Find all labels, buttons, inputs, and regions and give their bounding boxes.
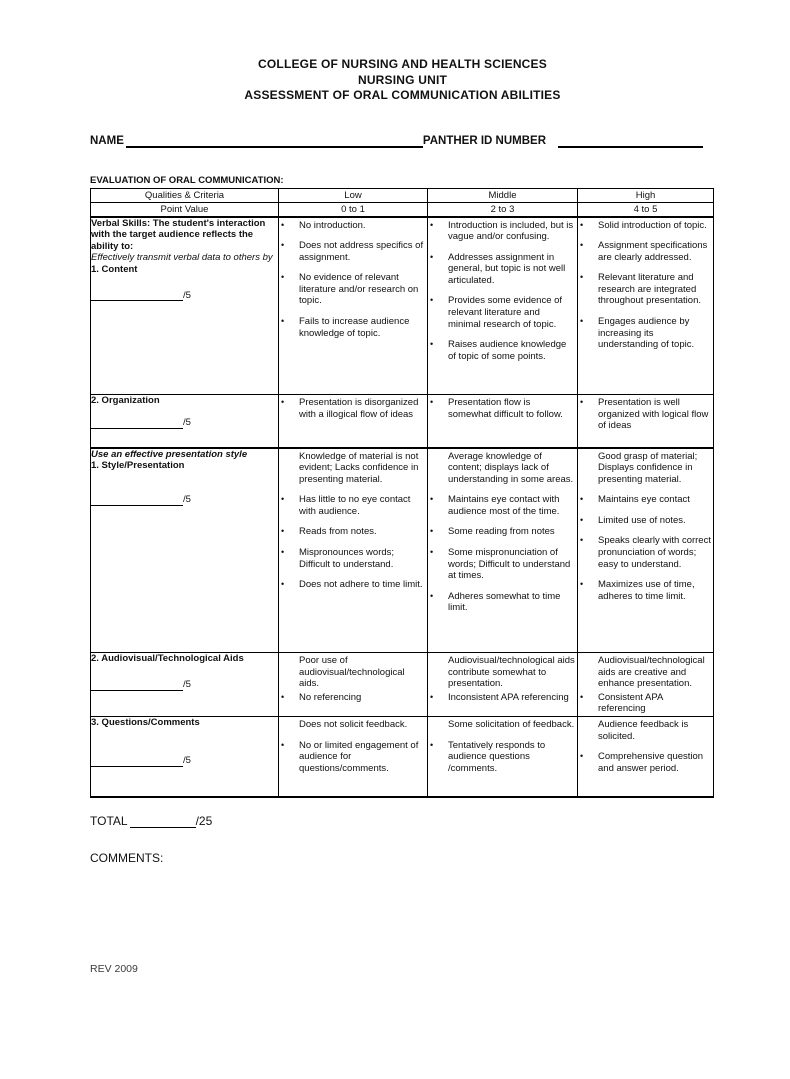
cell-questions-middle	[428, 717, 578, 797]
document-title-line-2: NURSING UNIT	[357, 72, 448, 87]
total-input-line[interactable]	[130, 815, 196, 828]
document-title	[90, 57, 715, 104]
list-item: • Assignment specifications are clearly addressed.	[580, 240, 708, 263]
total-field	[90, 814, 715, 828]
cell-audiovisual-middle	[428, 653, 578, 717]
bullet-icon: •	[580, 691, 584, 702]
cell-organization-low	[279, 395, 428, 448]
bullet-icon: •	[281, 272, 285, 283]
rubric-row-content	[91, 217, 714, 395]
criteria-cell-audiovisual-aids	[91, 653, 279, 717]
bullet-icon: •	[580, 272, 584, 283]
cell-lead-text: Poor use of audiovisual/technological aids.	[299, 655, 405, 690]
rubric-row-organization	[91, 395, 714, 448]
cell-lead-text: Average knowledge of content; displays lack of understanding in some areas.	[448, 450, 574, 485]
name-label: NAME	[90, 134, 124, 147]
revision-label: REV 2009	[90, 962, 138, 975]
list-item: • No evidence of relevant literature and/or research on topic.	[281, 272, 419, 307]
total-denominator: /25	[195, 813, 213, 828]
point-value-label: Point Value	[91, 202, 279, 217]
bullet-icon: •	[281, 219, 285, 230]
list-item: • Relevant literature and research are integrated throughout presentation.	[580, 272, 701, 307]
list-item: • Reads from notes.	[281, 526, 377, 538]
cell-lead-text: Good grasp of material; Displays confidence in presenting material.	[598, 450, 698, 485]
list-item: • Maintains eye contact	[580, 494, 690, 506]
bullet-icon: •	[430, 251, 434, 262]
assessment-form-page	[90, 57, 715, 975]
list-item: • Limited use of notes.	[580, 514, 686, 526]
bullet-icon: •	[430, 739, 434, 750]
cell-style-middle	[428, 448, 578, 653]
name-id-row	[90, 134, 703, 148]
score-denominator: /5	[183, 289, 191, 301]
comments-label: COMMENTS:	[90, 850, 164, 865]
list-item: • No or limited engagement of audience for questions/comments.	[281, 739, 419, 774]
cell-audiovisual-high	[578, 653, 714, 717]
list-item: • Presentation flow is somewhat difficult to follow.	[430, 397, 563, 420]
bullet-icon: •	[430, 494, 434, 505]
cell-lead-text: Does not solicit feedback.	[299, 719, 408, 730]
point-value-low: 0 to 1	[279, 202, 428, 217]
cell-content-high	[578, 217, 714, 395]
document-title-line-3: ASSESSMENT OF ORAL COMMUNICATION ABILITIES	[244, 88, 561, 102]
list-item: • Raises audience knowledge of topic of some points.	[430, 339, 567, 362]
rubric-table	[90, 188, 714, 798]
bullet-icon: •	[281, 494, 285, 505]
content-score-field	[91, 289, 278, 301]
criteria-subheading: Effectively transmit verbal data to others by	[91, 252, 273, 264]
bullet-icon: •	[580, 240, 584, 251]
bullet-icon: •	[281, 397, 285, 407]
list-item: • Addresses assignment in general, but topic is not well articulated.	[430, 251, 566, 286]
bullet-icon: •	[430, 547, 434, 558]
column-header-high: High	[578, 188, 714, 202]
cell-audiovisual-low	[279, 653, 428, 717]
bullet-icon: •	[430, 590, 434, 601]
cell-content-middle	[428, 217, 578, 395]
cell-lead-text: Audiovisual/technological aids contribute somewhat to presentation.	[448, 655, 575, 690]
list-item: • Does not address specifics of assignment.	[281, 240, 424, 263]
criteria-cell-questions-comments	[91, 717, 279, 797]
score-denominator: /5	[183, 417, 191, 428]
list-item: • Maximizes use of time, adheres to time limit.	[580, 579, 695, 602]
point-value-high: 4 to 5	[578, 202, 714, 217]
cell-questions-low	[279, 717, 428, 797]
audiovisual-score-input-line[interactable]	[91, 679, 183, 691]
bullet-icon: •	[580, 219, 584, 230]
bullet-icon: •	[430, 339, 434, 350]
cell-questions-high	[578, 717, 714, 797]
score-denominator: /5	[183, 755, 191, 766]
list-item: • No introduction.	[281, 219, 366, 231]
cell-organization-middle	[428, 395, 578, 448]
bullet-icon: •	[430, 219, 434, 230]
criteria-label-audiovisual: 2. Audiovisual/Technological Aids	[91, 653, 244, 664]
organization-score-field	[91, 417, 278, 429]
content-score-input-line[interactable]	[91, 289, 183, 301]
list-item: • Presentation is disorganized with a illogical flow of ideas	[281, 397, 419, 420]
score-denominator: /5	[183, 494, 191, 506]
cell-lead-text: Audiovisual/technological aids are creative and enhance presentation.	[598, 655, 705, 690]
column-header-middle: Middle	[428, 188, 578, 202]
list-item: • Speaks clearly with correct pronunciation of words; easy to understand.	[580, 535, 711, 570]
bullet-icon: •	[281, 547, 285, 558]
bullet-icon: •	[580, 535, 584, 546]
list-item: • Engages audience by increasing its understanding of topic.	[580, 316, 695, 351]
rubric-row-audiovisual-aids	[91, 653, 714, 717]
bullet-icon: •	[430, 397, 434, 407]
bullet-icon: •	[281, 526, 285, 537]
bullet-icon: •	[430, 526, 434, 537]
criteria-cell-style-presentation	[91, 448, 279, 653]
questions-score-field	[91, 755, 278, 767]
list-item: • Tentatively responds to audience questions /comments.	[430, 739, 546, 774]
list-item: • Mispronounces words; Difficult to understand.	[281, 547, 395, 570]
bullet-icon: •	[281, 691, 285, 702]
list-item: • Some mispronunciation of words; Difficult to understand at times.	[430, 547, 571, 582]
list-item: • Fails to increase audience knowledge of topic.	[281, 316, 410, 339]
point-value-row	[91, 202, 714, 217]
bullet-icon: •	[281, 579, 285, 590]
rubric-row-style-presentation	[91, 448, 714, 653]
panther-id-input-line[interactable]	[558, 134, 703, 148]
total-label: TOTAL	[90, 813, 128, 828]
cell-style-low	[279, 448, 428, 653]
cell-organization-high	[578, 395, 714, 448]
list-item: • Comprehensive question and answer period.	[580, 751, 704, 774]
bullet-icon: •	[430, 691, 434, 702]
criteria-label-organization: 2. Organization	[91, 395, 160, 406]
bullet-icon: •	[430, 295, 434, 306]
bullet-icon: •	[281, 240, 285, 251]
questions-score-input-line[interactable]	[91, 755, 183, 767]
list-item: • No referencing	[281, 691, 362, 703]
name-input-line[interactable]	[126, 134, 423, 148]
bullet-icon: •	[580, 316, 584, 327]
bullet-icon: •	[580, 514, 584, 525]
cell-lead-text: Audience feedback is solicited.	[598, 719, 689, 742]
organization-score-input-line[interactable]	[91, 417, 183, 429]
document-title-line-1: COLLEGE OF NURSING AND HEALTH SCIENCES	[258, 57, 547, 71]
score-denominator: /5	[183, 679, 191, 690]
rubric-row-questions-comments	[91, 717, 714, 797]
list-item: • Presentation is well organized with logical flow of ideas	[580, 397, 709, 432]
list-item: • Adheres somewhat to time limit.	[430, 590, 561, 614]
list-item: • Provides some evidence of relevant literature and minimal research of topic.	[430, 295, 563, 330]
list-item: • Introduction is included, but is vague and/or confusing.	[430, 219, 574, 243]
column-header-row	[91, 188, 714, 202]
style-score-field	[91, 494, 278, 506]
style-score-input-line[interactable]	[91, 494, 183, 506]
list-item: • Inconsistent APA referencing	[430, 691, 569, 703]
column-header-qualities: Qualities & Criteria	[91, 188, 279, 202]
list-item: • Does not adhere to time limit.	[281, 579, 423, 591]
bullet-icon: •	[580, 579, 584, 590]
criteria-label-content: 1. Content	[91, 263, 138, 275]
criteria-cell-content	[91, 217, 279, 395]
criteria-label-style: 1. Style/Presentation	[91, 460, 185, 472]
cell-style-high	[578, 448, 714, 653]
list-item: • Solid introduction of topic.	[580, 219, 707, 231]
point-value-middle: 2 to 3	[428, 202, 578, 217]
bullet-icon: •	[281, 739, 285, 750]
panther-id-label: PANTHER ID NUMBER	[422, 134, 546, 147]
list-item: • Maintains eye contact with audience most of the time.	[430, 494, 560, 517]
column-header-low: Low	[279, 188, 428, 202]
audiovisual-score-field	[91, 679, 278, 691]
list-item: • Consistent APA referencing	[580, 691, 663, 715]
bullet-icon: •	[580, 494, 584, 505]
cell-lead-text: Knowledge of material is not evident; Lacks confidence in presenting material.	[299, 450, 419, 485]
bullet-icon: •	[281, 316, 285, 327]
criteria-cell-organization	[91, 395, 279, 448]
criteria-heading-style: Use an effective presentation style	[91, 448, 248, 460]
list-item: • Has little to no eye contact with audience.	[281, 494, 411, 517]
criteria-label-questions: 3. Questions/Comments	[91, 717, 200, 728]
evaluation-section-label: EVALUATION OF ORAL COMMUNICATION:	[90, 174, 284, 186]
criteria-heading: Verbal Skills: The student's interaction with the target audience reflects the ability to:	[91, 217, 266, 252]
cell-content-low	[279, 217, 428, 395]
list-item: • Some reading from notes	[430, 526, 555, 538]
bullet-icon: •	[580, 397, 584, 407]
cell-lead-text: Some solicitation of feedback.	[448, 719, 575, 730]
bullet-icon: •	[580, 751, 584, 762]
